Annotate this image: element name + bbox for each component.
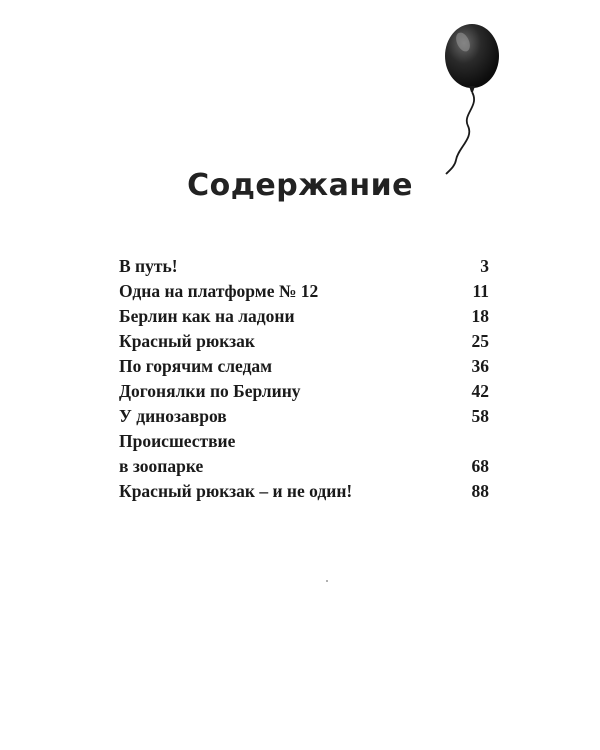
toc-row: [119, 429, 489, 479]
toc-row: [119, 479, 489, 504]
chapter-title: Берлин как на ладони: [119, 306, 295, 326]
toc-row: [119, 304, 489, 329]
page-title: Содержание: [187, 168, 413, 203]
toc-row: [119, 354, 489, 379]
chapter-title: У динозавров: [119, 406, 227, 426]
page-number: 36: [471, 356, 489, 376]
page-number: 68: [471, 456, 489, 476]
toc-row: [119, 254, 489, 279]
chapter-title: Одна на платформе № 12: [119, 281, 319, 301]
toc-row: [119, 404, 489, 429]
page-number: 25: [471, 331, 489, 351]
page-number: 42: [471, 381, 489, 401]
page-number: 18: [471, 306, 489, 326]
page-number: 58: [471, 406, 489, 426]
chapter-title: Догонялки по Берлину: [119, 381, 301, 401]
toc-row: [119, 329, 489, 354]
chapter-title: Красный рюкзак: [119, 331, 255, 351]
chapter-title: Происшествие в зоопарке: [119, 431, 236, 476]
toc-row: [119, 379, 489, 404]
page-number: 11: [472, 281, 489, 301]
table-of-contents: [119, 254, 489, 504]
chapter-title: В путь!: [119, 256, 178, 276]
speck-mark: [326, 580, 328, 582]
page-number: 88: [471, 481, 489, 501]
page-number: 3: [480, 256, 489, 276]
toc-row: [119, 279, 489, 304]
balloon-illustration: [432, 18, 512, 178]
chapter-title: По горячим следам: [119, 356, 273, 376]
chapter-title: Красный рюкзак – и не один!: [119, 481, 353, 501]
